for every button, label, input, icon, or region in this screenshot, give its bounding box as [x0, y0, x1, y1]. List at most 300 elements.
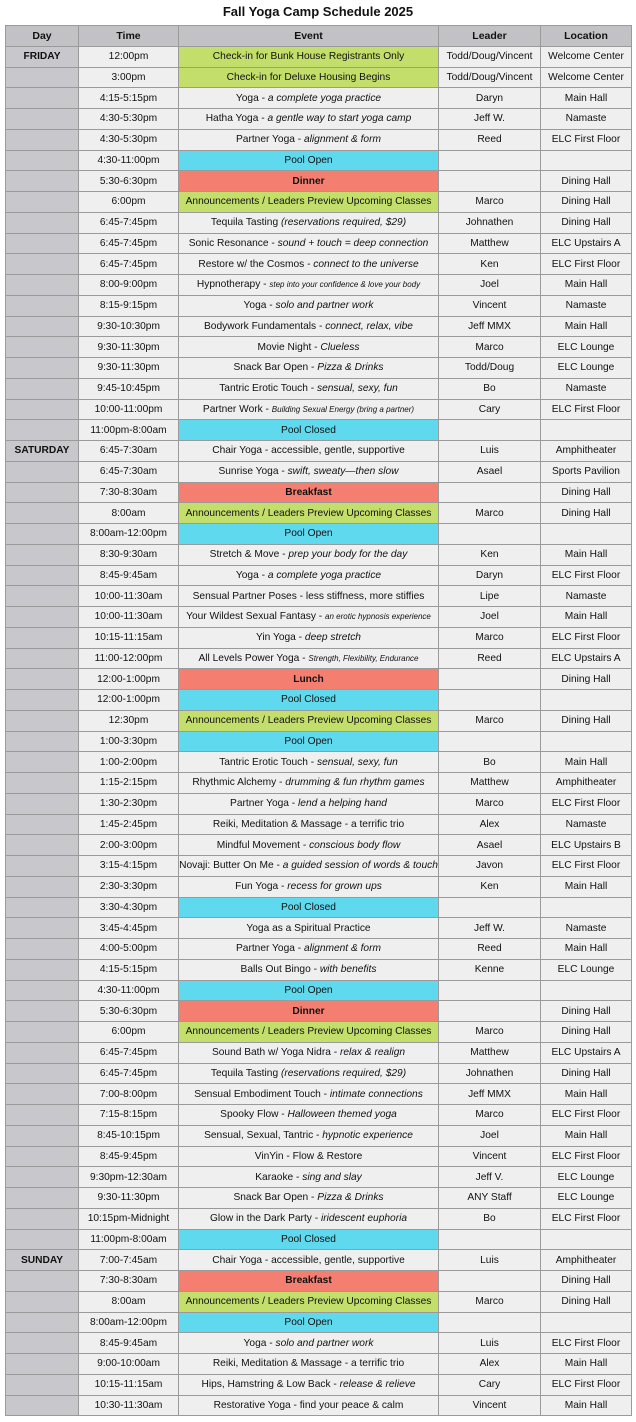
location-cell [541, 1313, 632, 1334]
event-description: a guided session of words & touch [282, 860, 438, 872]
leader-cell: Ken [439, 877, 541, 898]
time-cell: 9:30-10:30pm [79, 317, 179, 338]
leader-cell: Marco [439, 337, 541, 358]
leader-cell: Marco [439, 794, 541, 815]
location-cell: Dining Hall [541, 1271, 632, 1292]
table-row [6, 1354, 632, 1375]
event-title: Yoga - [235, 569, 268, 581]
location-cell [541, 732, 632, 753]
event-description: Pizza & Drinks [317, 362, 384, 374]
leader-cell [439, 171, 541, 192]
page-title: Fall Yoga Camp Schedule 2025 [222, 4, 414, 19]
table-row [6, 877, 632, 898]
table-row [6, 1271, 632, 1292]
location-cell: Main Hall [541, 752, 632, 773]
table-row [6, 275, 632, 296]
table-row [6, 1292, 632, 1313]
leader-cell: Joel [439, 1126, 541, 1147]
event-description: a complete yoga practice [267, 569, 382, 581]
location-cell: Dining Hall [541, 669, 632, 690]
day-cell: FRIDAY [6, 47, 79, 68]
time-cell: 11:00pm-8:00am [79, 1230, 179, 1251]
day-cell [6, 586, 79, 607]
day-cell [6, 856, 79, 877]
day-cell [6, 607, 79, 628]
event-title: Lunch [293, 673, 324, 685]
event-cell [179, 171, 439, 192]
event-cell [179, 794, 439, 815]
leader-cell [439, 898, 541, 919]
table-row [6, 1230, 632, 1251]
location-cell: ELC Upstairs A [541, 1043, 632, 1064]
day-cell [6, 420, 79, 441]
table-row [6, 711, 632, 732]
event-title: Karaoke - [255, 1171, 303, 1183]
event-cell [179, 1250, 439, 1271]
event-cell [179, 151, 439, 172]
table-row [6, 358, 632, 379]
event-cell [179, 1354, 439, 1375]
leader-cell [439, 1001, 541, 1022]
leader-cell: Marco [439, 503, 541, 524]
time-cell: 6:45-7:30am [79, 441, 179, 462]
event-description: sing and slay [302, 1171, 362, 1183]
event-cell [179, 192, 439, 213]
location-cell [541, 1230, 632, 1251]
event-cell [179, 1230, 439, 1251]
event-description: lend a helping hand [298, 798, 387, 810]
day-cell [6, 524, 79, 545]
time-cell: 7:00-7:45am [79, 1250, 179, 1271]
day-cell [6, 898, 79, 919]
event-title: Reiki, Meditation & Massage - a terrific trio [212, 818, 405, 830]
event-title: Hypnotherapy - [196, 279, 270, 291]
time-cell: 8:15-9:15pm [79, 296, 179, 317]
event-description: sensual, sexy, fun [316, 383, 398, 395]
day-cell [6, 1105, 79, 1126]
table-row [6, 1126, 632, 1147]
leader-cell: Marco [439, 711, 541, 732]
leader-cell: Joel [439, 607, 541, 628]
event-title: Hips, Hamstring & Low Back - [201, 1379, 340, 1391]
leader-cell: Marco [439, 192, 541, 213]
location-cell: ELC First Floor [541, 1333, 632, 1354]
event-cell [179, 1022, 439, 1043]
day-cell [6, 545, 79, 566]
table-row [6, 1105, 632, 1126]
day-cell [6, 815, 79, 836]
time-cell: 1:45-2:45pm [79, 815, 179, 836]
time-cell: 7:15-8:15pm [79, 1105, 179, 1126]
location-cell: Dining Hall [541, 1001, 632, 1022]
location-cell: Welcome Center [541, 68, 632, 89]
time-cell: 8:45-9:45pm [79, 1147, 179, 1168]
event-title: Sound Bath w/ Yoga Nidra - [211, 1047, 340, 1059]
time-cell: 2:00-3:00pm [79, 835, 179, 856]
location-cell: ELC Lounge [541, 1188, 632, 1209]
leader-cell: Reed [439, 649, 541, 670]
day-cell [6, 483, 79, 504]
time-cell: 3:00pm [79, 68, 179, 89]
leader-cell: Jeff V. [439, 1167, 541, 1188]
event-title: Chair Yoga - accessible, gentle, supportive [212, 445, 405, 457]
time-cell: 7:30-8:30am [79, 483, 179, 504]
event-title: Tantric Erotic Touch - [219, 756, 317, 768]
event-description: an erotic hypnosis experience [325, 612, 431, 622]
event-cell [179, 981, 439, 1002]
time-cell: 4:30-11:00pm [79, 151, 179, 172]
leader-cell [439, 483, 541, 504]
location-cell: ELC Upstairs A [541, 649, 632, 670]
event-cell [179, 441, 439, 462]
event-title: Pool Closed [281, 424, 336, 436]
location-cell: ELC First Floor [541, 1209, 632, 1230]
table-row [6, 939, 632, 960]
day-cell [6, 960, 79, 981]
location-cell: Main Hall [541, 545, 632, 566]
event-description: with benefits [319, 964, 377, 976]
leader-cell: Bo [439, 379, 541, 400]
day-cell [6, 1043, 79, 1064]
event-description: relax & realign [339, 1047, 406, 1059]
table-row [6, 379, 632, 400]
event-cell [179, 1396, 439, 1417]
event-description: sensual, sexy, fun [316, 756, 398, 768]
time-cell: 8:00am-12:00pm [79, 1313, 179, 1334]
table-row [6, 317, 632, 338]
table-row [6, 1333, 632, 1354]
leader-cell: Luis [439, 441, 541, 462]
location-cell: Amphitheater [541, 441, 632, 462]
time-cell: 12:00-1:00pm [79, 669, 179, 690]
leader-cell: Alex [439, 1354, 541, 1375]
leader-cell: Ken [439, 545, 541, 566]
time-cell: 9:30pm-12:30am [79, 1167, 179, 1188]
event-title: Sensual Embodiment Touch - [194, 1088, 330, 1100]
time-cell: 1:00-2:00pm [79, 752, 179, 773]
event-title: Yoga as a Spiritual Practice [246, 922, 371, 934]
leader-cell: Joel [439, 275, 541, 296]
table-row [6, 898, 632, 919]
event-title: Breakfast [285, 1275, 332, 1287]
time-cell: 4:15-5:15pm [79, 960, 179, 981]
event-cell [179, 254, 439, 275]
time-cell: 8:00am [79, 1292, 179, 1313]
event-cell [179, 47, 439, 68]
time-cell: 12:00pm [79, 47, 179, 68]
event-description: swift, sweaty—then slow [287, 466, 399, 478]
day-cell [6, 669, 79, 690]
event-title: Tequila Tasting [210, 217, 281, 229]
event-cell [179, 379, 439, 400]
event-title: Sunrise Yoga - [218, 466, 288, 478]
event-cell [179, 628, 439, 649]
time-cell: 6:45-7:45pm [79, 254, 179, 275]
leader-cell [439, 1313, 541, 1334]
event-title: Tantric Erotic Touch - [219, 383, 317, 395]
event-title: Pool Closed [281, 694, 336, 706]
day-cell [6, 1396, 79, 1417]
location-cell: Main Hall [541, 939, 632, 960]
leader-cell: Matthew [439, 1043, 541, 1064]
time-cell: 12:00-1:00pm [79, 690, 179, 711]
location-cell [541, 981, 632, 1002]
location-cell: Main Hall [541, 1354, 632, 1375]
day-cell [6, 1209, 79, 1230]
event-description: prep your body for the day [288, 549, 408, 561]
table-row [6, 1167, 632, 1188]
leader-cell: Javon [439, 856, 541, 877]
time-cell: 10:00-11:30am [79, 607, 179, 628]
day-cell: SATURDAY [6, 441, 79, 462]
location-cell: ELC First Floor [541, 1375, 632, 1396]
time-cell: 1:30-2:30pm [79, 794, 179, 815]
leader-cell: Jeff W. [439, 109, 541, 130]
table-row [6, 130, 632, 151]
event-title: Pool Open [284, 528, 333, 540]
table-row [6, 1375, 632, 1396]
location-cell: ELC First Floor [541, 130, 632, 151]
event-cell [179, 337, 439, 358]
table-header-row [6, 26, 632, 47]
day-cell [6, 254, 79, 275]
event-title: Announcements / Leaders Preview Upcoming Classes [185, 715, 432, 727]
event-title: Check-in for Bunk House Registrants Only [212, 51, 405, 63]
event-cell [179, 462, 439, 483]
event-cell [179, 317, 439, 338]
location-cell: Main Hall [541, 317, 632, 338]
day-cell [6, 1375, 79, 1396]
leader-cell [439, 1271, 541, 1292]
leader-cell: Matthew [439, 773, 541, 794]
location-cell: ELC Upstairs A [541, 234, 632, 255]
leader-cell: Vincent [439, 1147, 541, 1168]
event-title: Yin Yoga - [256, 632, 305, 644]
leader-cell: Luis [439, 1333, 541, 1354]
location-cell [541, 420, 632, 441]
leader-cell: Todd/Doug [439, 358, 541, 379]
leader-cell: Marco [439, 628, 541, 649]
event-cell [179, 877, 439, 898]
event-cell [179, 1333, 439, 1354]
table-row [6, 981, 632, 1002]
table-row [6, 607, 632, 628]
day-cell [6, 1084, 79, 1105]
day-cell [6, 628, 79, 649]
event-description: drumming & fun rhythm games [285, 777, 425, 789]
location-cell: Main Hall [541, 877, 632, 898]
table-row [6, 856, 632, 877]
event-description: Building Sexual Energy (bring a partner) [271, 404, 415, 414]
table-row [6, 1396, 632, 1417]
event-cell [179, 1084, 439, 1105]
table-row [6, 649, 632, 670]
time-cell: 5:30-6:30pm [79, 171, 179, 192]
event-description: connect, relax, vibe [325, 320, 413, 332]
day-cell [6, 690, 79, 711]
table-row [6, 815, 632, 836]
leader-cell [439, 690, 541, 711]
leader-cell: Todd/Doug/Vincent [439, 47, 541, 68]
location-cell: ELC First Floor [541, 1147, 632, 1168]
column-header-time: Time [79, 26, 179, 47]
location-cell: ELC First Floor [541, 566, 632, 587]
event-description: solo and partner work [275, 300, 374, 312]
time-cell: 4:30-5:30pm [79, 130, 179, 151]
event-title: Glow in the Dark Party - [209, 1213, 321, 1225]
leader-cell: Ken [439, 254, 541, 275]
time-cell: 8:00-9:00pm [79, 275, 179, 296]
location-cell: Main Hall [541, 275, 632, 296]
event-cell [179, 566, 439, 587]
day-cell [6, 88, 79, 109]
location-cell: ELC Lounge [541, 358, 632, 379]
table-row [6, 566, 632, 587]
day-cell [6, 794, 79, 815]
location-cell: Main Hall [541, 88, 632, 109]
location-cell: Dining Hall [541, 503, 632, 524]
event-description: (reservations required, $29) [280, 217, 407, 229]
event-cell [179, 358, 439, 379]
time-cell: 3:45-4:45pm [79, 918, 179, 939]
location-cell: ELC Upstairs B [541, 835, 632, 856]
event-description: alignment & form [303, 943, 381, 955]
event-cell [179, 1167, 439, 1188]
location-cell: Namaste [541, 379, 632, 400]
event-cell [179, 1313, 439, 1334]
day-cell [6, 1333, 79, 1354]
day-cell [6, 835, 79, 856]
event-cell [179, 296, 439, 317]
time-cell: 10:00-11:00pm [79, 400, 179, 421]
day-cell [6, 317, 79, 338]
time-cell: 10:15-11:15am [79, 628, 179, 649]
day-cell [6, 1147, 79, 1168]
table-row [6, 213, 632, 234]
leader-cell: ANY Staff [439, 1188, 541, 1209]
event-title: Yoga - [243, 1337, 276, 1349]
column-header-location: Location [541, 26, 632, 47]
day-cell [6, 130, 79, 151]
day-cell [6, 1126, 79, 1147]
event-title: Pool Open [284, 154, 333, 166]
day-cell [6, 1167, 79, 1188]
time-cell: 6:45-7:45pm [79, 213, 179, 234]
leader-cell: Vincent [439, 1396, 541, 1417]
day-cell [6, 151, 79, 172]
column-header-day: Day [6, 26, 79, 47]
day-cell [6, 337, 79, 358]
leader-cell [439, 420, 541, 441]
time-cell: 1:15-2:15pm [79, 773, 179, 794]
leader-cell: Marco [439, 1105, 541, 1126]
event-cell [179, 1209, 439, 1230]
time-cell: 6:45-7:45pm [79, 234, 179, 255]
column-header-leader: Leader [439, 26, 541, 47]
leader-cell: Daryn [439, 566, 541, 587]
event-description: intimate connections [329, 1088, 423, 1100]
event-title: Pool Open [284, 735, 333, 747]
leader-cell: Bo [439, 1209, 541, 1230]
table-row [6, 296, 632, 317]
time-cell: 4:00-5:00pm [79, 939, 179, 960]
leader-cell: Johnathen [439, 213, 541, 234]
table-row [6, 503, 632, 524]
location-cell: ELC First Floor [541, 628, 632, 649]
table-row [6, 483, 632, 504]
leader-cell: Reed [439, 130, 541, 151]
location-cell [541, 151, 632, 172]
day-cell [6, 213, 79, 234]
location-cell: ELC First Floor [541, 856, 632, 877]
time-cell: 11:00pm-8:00am [79, 420, 179, 441]
table-row [6, 420, 632, 441]
location-cell: Namaste [541, 918, 632, 939]
time-cell: 10:15pm-Midnight [79, 1209, 179, 1230]
table-row [6, 68, 632, 89]
leader-cell [439, 981, 541, 1002]
table-row [6, 773, 632, 794]
event-cell [179, 773, 439, 794]
event-cell [179, 234, 439, 255]
day-cell [6, 981, 79, 1002]
event-title: All Levels Power Yoga - [198, 652, 309, 664]
time-cell: 9:30-11:30pm [79, 337, 179, 358]
event-cell [179, 503, 439, 524]
event-cell [179, 669, 439, 690]
table-row [6, 794, 632, 815]
event-title: Check-in for Deluxe Housing Begins [226, 71, 391, 83]
event-title: Partner Yoga - [230, 798, 299, 810]
event-title: VinYin - Flow & Restore [254, 1150, 363, 1162]
location-cell [541, 690, 632, 711]
event-title: Fun Yoga - [235, 881, 288, 893]
location-cell: Welcome Center [541, 47, 632, 68]
time-cell: 7:00-8:00pm [79, 1084, 179, 1105]
day-cell [6, 566, 79, 587]
event-cell [179, 524, 439, 545]
table-row [6, 918, 632, 939]
table-row [6, 192, 632, 213]
leader-cell [439, 1230, 541, 1251]
event-title: Mindful Movement - [216, 839, 310, 851]
table-row [6, 752, 632, 773]
table-row [6, 88, 632, 109]
leader-cell: Todd/Doug/Vincent [439, 68, 541, 89]
event-cell [179, 400, 439, 421]
day-cell [6, 503, 79, 524]
event-description: hypnotic experience [322, 1130, 413, 1142]
leader-cell [439, 524, 541, 545]
table-row [6, 545, 632, 566]
event-title: Tequila Tasting [210, 1067, 281, 1079]
day-cell [6, 939, 79, 960]
time-cell: 1:00-3:30pm [79, 732, 179, 753]
event-description: solo and partner work [275, 1337, 374, 1349]
event-description: Strength, Flexibility, Endurance [308, 653, 419, 663]
event-cell [179, 815, 439, 836]
event-title: Dinner [292, 1005, 325, 1017]
time-cell: 10:30-11:30am [79, 1396, 179, 1417]
time-cell: 6:00pm [79, 192, 179, 213]
day-cell [6, 1354, 79, 1375]
day-cell [6, 877, 79, 898]
location-cell: Dining Hall [541, 1292, 632, 1313]
table-row [6, 109, 632, 130]
time-cell: 8:00am-12:00pm [79, 524, 179, 545]
table-row [6, 835, 632, 856]
time-cell: 2:30-3:30pm [79, 877, 179, 898]
